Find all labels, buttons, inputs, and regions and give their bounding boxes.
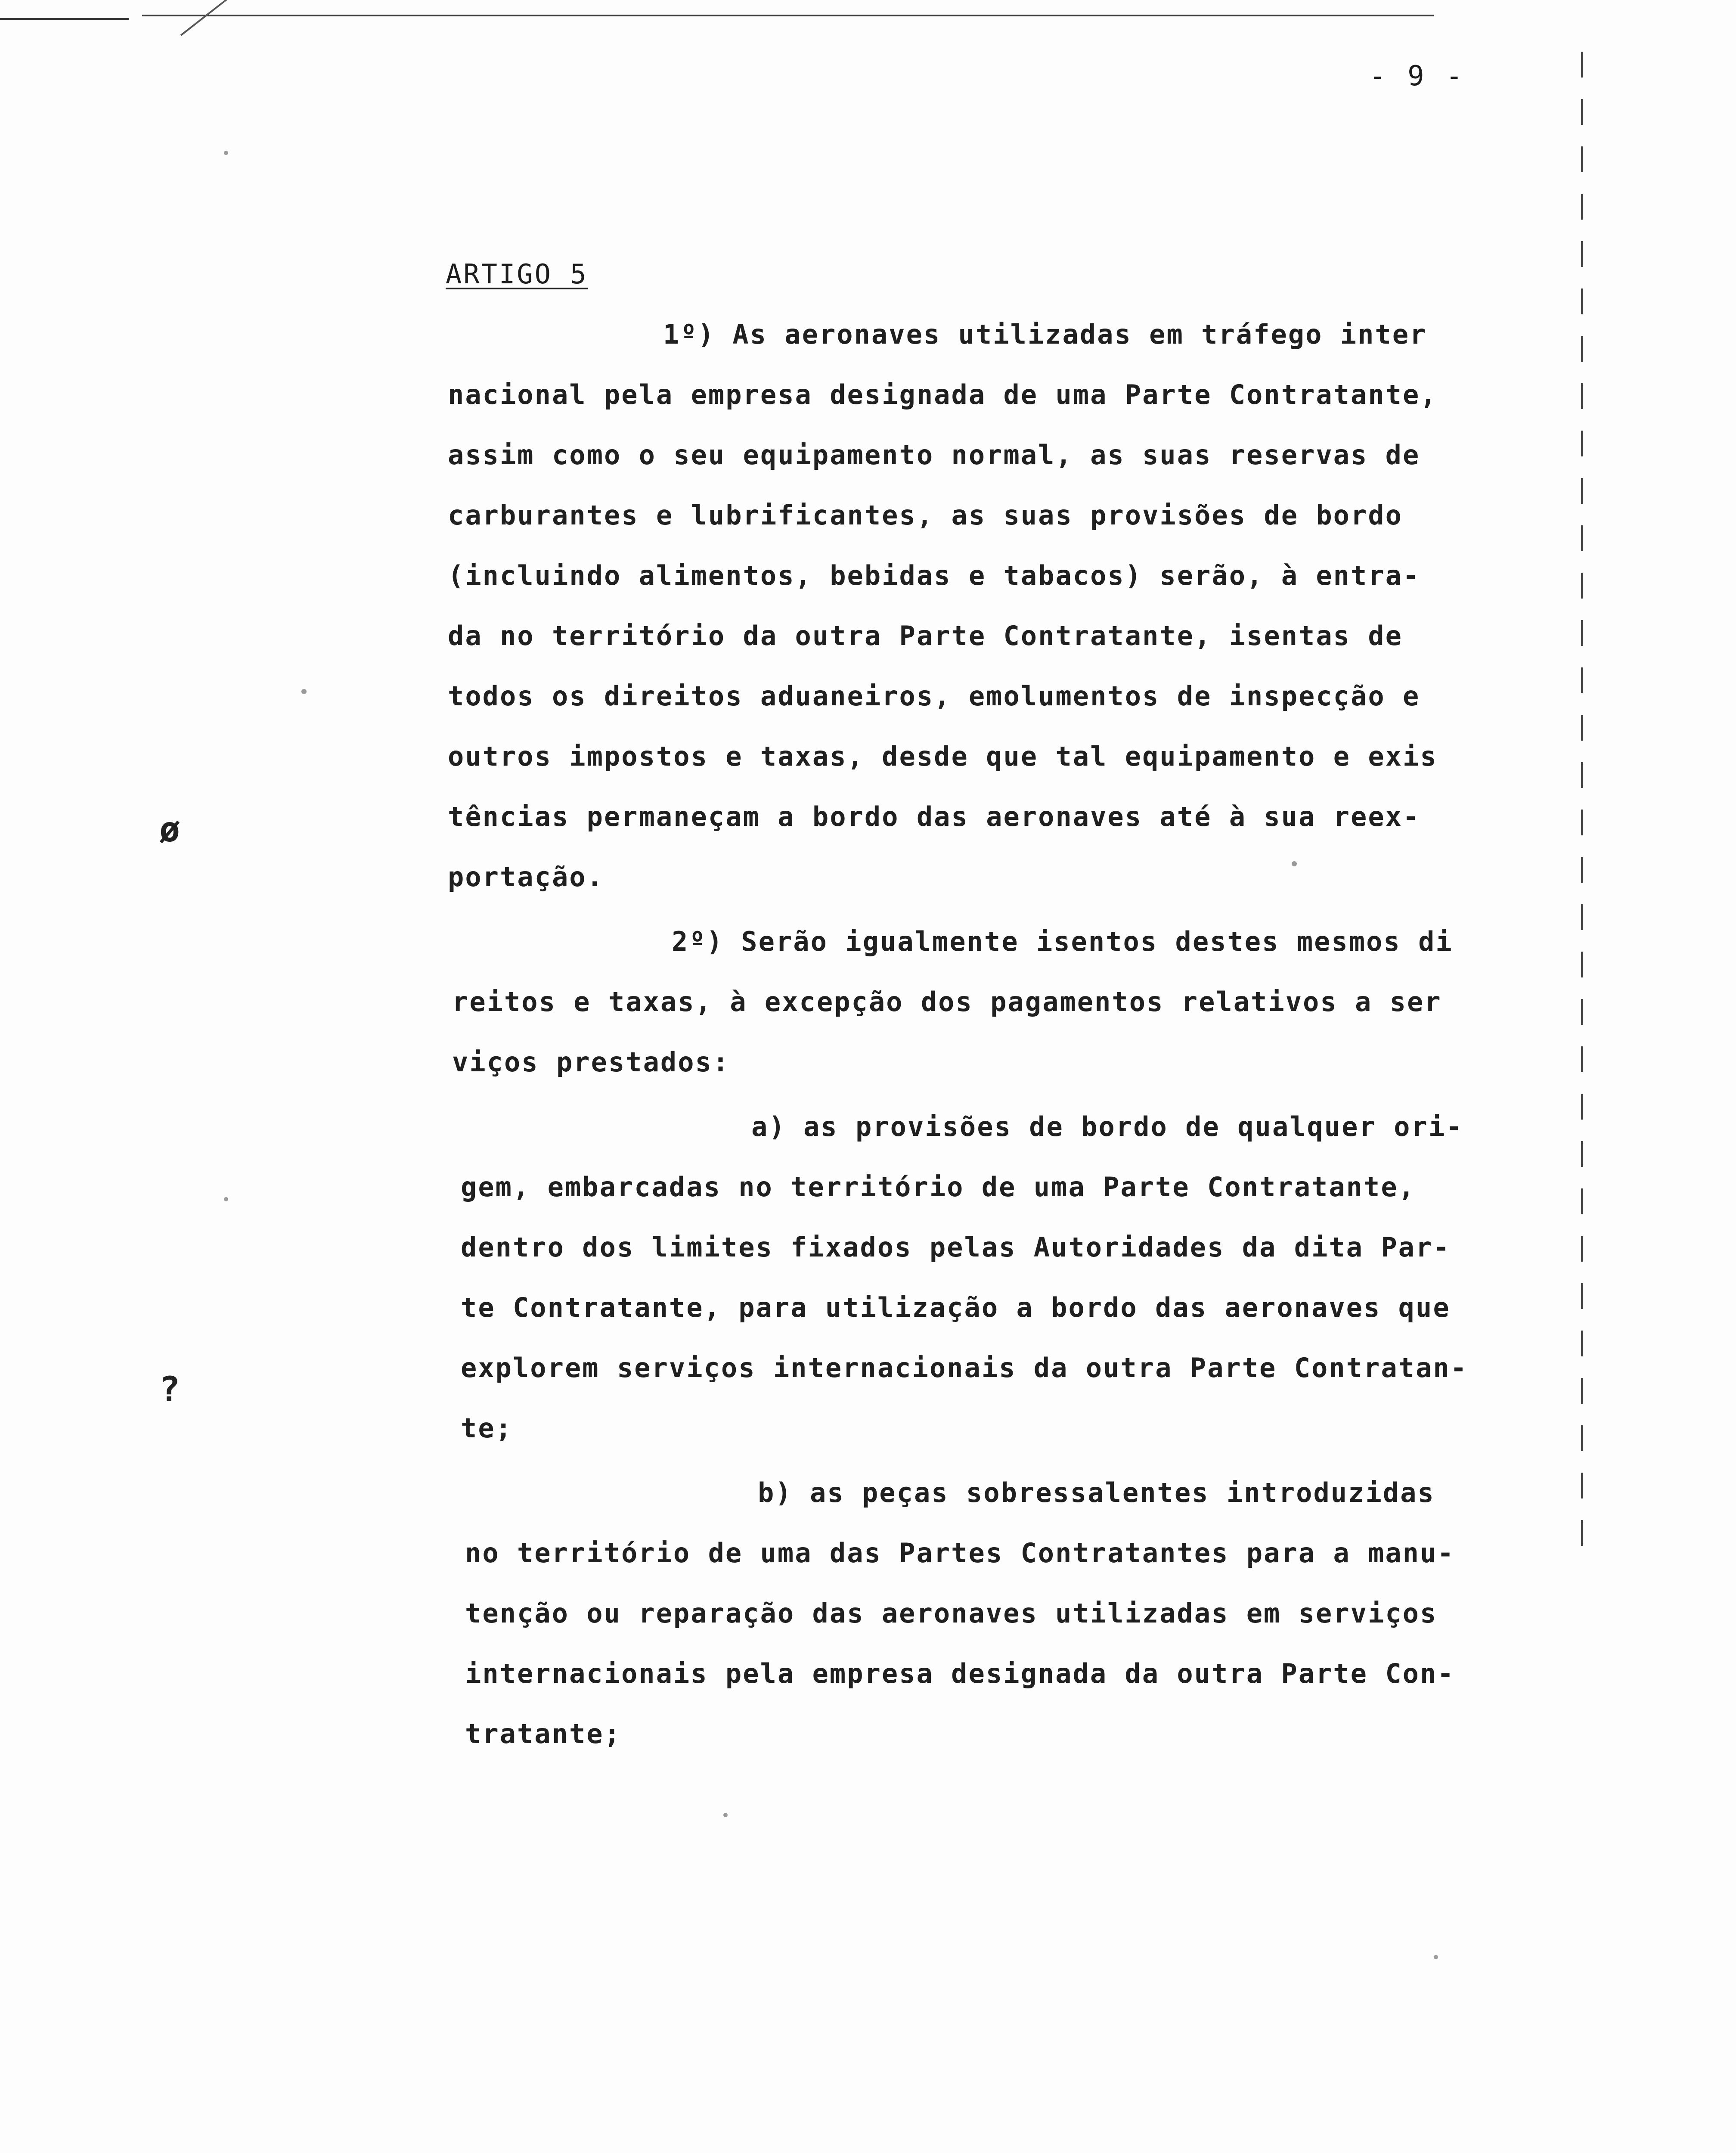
right-margin-rule bbox=[1581, 52, 1583, 1559]
speck bbox=[1434, 1955, 1438, 1959]
text-line: outros impostos e taxas, desde que tal equipamento e exis bbox=[448, 741, 1438, 772]
text-line: te; bbox=[461, 1412, 513, 1444]
text-line: b) as peças sobressalentes introduzidas bbox=[758, 1477, 1435, 1508]
page-number: - 9 - bbox=[1369, 60, 1465, 92]
slash-mark bbox=[180, 0, 270, 36]
text-line: viços prestados: bbox=[452, 1046, 730, 1078]
text-line: nacional pela empresa designada de uma Parte Contratante, bbox=[448, 379, 1438, 410]
text-line: assim como o seu equipamento normal, as suas reservas de bbox=[448, 439, 1420, 471]
text-line: gem, embarcadas no território de uma Parte Contratante, bbox=[461, 1171, 1416, 1203]
text-line: tenção ou reparação das aeronaves utilizadas em serviços bbox=[465, 1598, 1438, 1629]
text-line: te Contratante, para utilização a bordo das aeronaves que bbox=[461, 1292, 1451, 1323]
margin-mark: ? bbox=[159, 1369, 180, 1409]
text-line: reitos e taxas, à excepção dos pagamentos relativos a ser bbox=[452, 986, 1442, 1018]
speck bbox=[723, 1813, 728, 1817]
text-line: explorem serviços internacionais da outra Parte Contratan- bbox=[461, 1352, 1468, 1384]
speck bbox=[224, 1197, 228, 1201]
text-line: tências permaneçam a bordo das aeronaves até à sua reex- bbox=[448, 801, 1420, 832]
speck bbox=[301, 689, 307, 694]
text-line: 1º) As aeronaves utilizadas em tráfego inter bbox=[663, 319, 1427, 350]
text-line: da no território da outra Parte Contratante, isentas de bbox=[448, 620, 1403, 651]
top-rule bbox=[142, 15, 1434, 16]
text-line: todos os direitos aduaneiros, emolumentos de inspecção e bbox=[448, 680, 1420, 712]
text-line: dentro dos limites fixados pelas Autoridades da dita Par- bbox=[461, 1232, 1451, 1263]
margin-mark: ø bbox=[159, 810, 180, 850]
text-line: tratante; bbox=[465, 1718, 621, 1750]
text-line: internacionais pela empresa designada da outra Parte Con- bbox=[465, 1658, 1455, 1689]
speck bbox=[1292, 861, 1297, 866]
text-line: (incluindo alimentos, bebidas e tabacos) serão, à entra- bbox=[448, 560, 1420, 591]
speck bbox=[224, 151, 228, 155]
text-line: a) as provisões de bordo de qualquer ori- bbox=[751, 1111, 1463, 1142]
article-heading: ARTIGO 5 bbox=[446, 258, 588, 290]
text-line: carburantes e lubrificantes, as suas provisões de bordo bbox=[448, 499, 1403, 531]
top-left-rule bbox=[0, 18, 129, 20]
text-line: no território de uma das Partes Contratantes para a manu- bbox=[465, 1537, 1455, 1569]
text-line: portação. bbox=[448, 861, 604, 893]
text-line: 2º) Serão igualmente isentos destes mesmos di bbox=[672, 926, 1453, 957]
